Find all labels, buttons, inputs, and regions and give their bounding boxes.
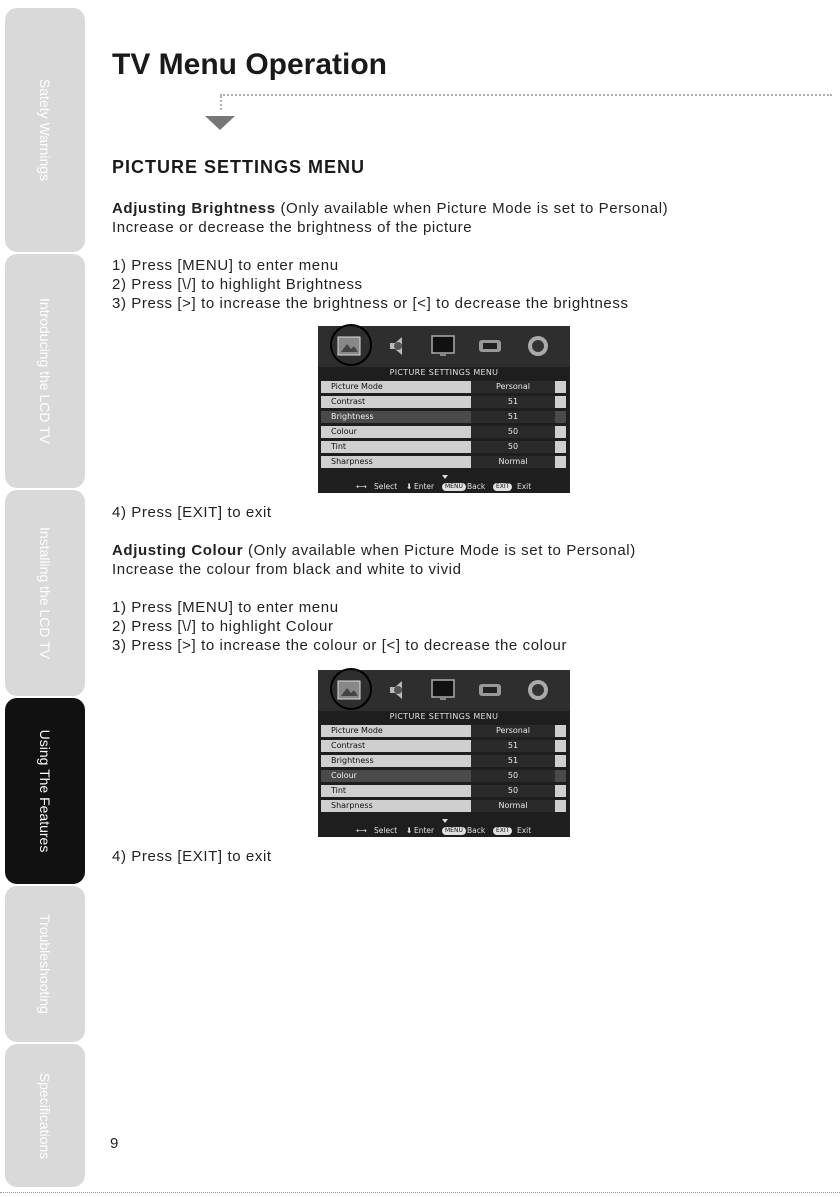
brightness-exit-step: 4) Press [EXIT] to exit bbox=[112, 504, 272, 521]
menu-row-value: 50 bbox=[471, 770, 555, 782]
exit-key-badge: EXIT bbox=[493, 827, 512, 835]
scroll-down-icon bbox=[442, 475, 448, 479]
colour-heading: Adjusting Colour bbox=[112, 542, 244, 559]
left-right-arrow-icon: ⟷ bbox=[356, 482, 367, 491]
footer-exit: Exit bbox=[517, 826, 532, 835]
gear-icon bbox=[526, 678, 550, 702]
menu-row-value: Normal bbox=[471, 800, 555, 812]
menu-row-label: Colour bbox=[331, 771, 357, 780]
colour-step-1: 1) Press [MENU] to enter menu bbox=[112, 599, 339, 616]
menu-row-picture-mode[interactable] bbox=[321, 725, 566, 737]
menu-row-tint[interactable] bbox=[321, 785, 566, 797]
gear-icon bbox=[526, 334, 550, 358]
monitor-icon bbox=[431, 334, 455, 358]
brightness-step-1: 1) Press [MENU] to enter menu bbox=[112, 257, 339, 274]
colour-step-3: 3) Press [>] to increase the colour or [<] to decrease the colour bbox=[112, 637, 568, 654]
menu-row-value: 51 bbox=[471, 411, 555, 423]
brightness-heading-line bbox=[112, 200, 668, 217]
brightness-note: (Only available when Picture Mode is set to Personal) bbox=[280, 200, 669, 217]
menu-row-value: 50 bbox=[471, 441, 555, 453]
page-number: 9 bbox=[110, 1135, 119, 1152]
side-tab-label: Troubleshooting bbox=[37, 914, 53, 1014]
menu-row-label: Brightness bbox=[331, 412, 374, 421]
left-right-arrow-icon: ⟷ bbox=[356, 826, 367, 835]
monitor-icon bbox=[431, 678, 455, 702]
menu-row-contrast[interactable] bbox=[321, 740, 566, 752]
brightness-step-3: 3) Press [>] to increase the brightness or [<] to decrease the brightness bbox=[112, 295, 629, 312]
clock-icon bbox=[478, 334, 502, 358]
down-arrow-icon: ⬇ bbox=[406, 482, 413, 491]
dotted-rule bbox=[220, 94, 832, 96]
footer-select: Select bbox=[374, 482, 398, 491]
side-tab-installing[interactable] bbox=[5, 490, 85, 696]
colour-heading-line bbox=[112, 542, 636, 559]
menu-footer bbox=[318, 480, 570, 493]
section-title: PICTURE SETTINGS MENU bbox=[112, 157, 366, 177]
menu-row-label: Contrast bbox=[331, 397, 366, 406]
menu-row-value: Personal bbox=[471, 381, 555, 393]
side-tab-troubleshooting[interactable] bbox=[5, 886, 85, 1042]
menu-title: PICTURE SETTINGS MENU bbox=[389, 712, 499, 721]
menu-row-label: Brightness bbox=[331, 756, 374, 765]
footer-back: Back bbox=[467, 482, 486, 491]
menu-title: PICTURE SETTINGS MENU bbox=[389, 368, 499, 377]
colour-step-2: 2) Press [\/] to highlight Colour bbox=[112, 618, 334, 635]
dotted-connector bbox=[220, 96, 222, 110]
menu-row-brightness[interactable] bbox=[321, 755, 566, 767]
menu-footer bbox=[318, 824, 570, 837]
menu-row-colour[interactable] bbox=[321, 770, 566, 782]
side-tab-introducing[interactable] bbox=[5, 254, 85, 488]
side-tab-using-features[interactable] bbox=[5, 698, 85, 884]
menu-row-label: Colour bbox=[331, 427, 357, 436]
colour-exit-step: 4) Press [EXIT] to exit bbox=[112, 848, 272, 865]
down-arrow-icon: ⬇ bbox=[406, 826, 413, 835]
picture-settings-menu-colour bbox=[318, 670, 570, 837]
menu-row-label: Picture Mode bbox=[331, 382, 383, 391]
side-tab-label: Satety Warnings bbox=[37, 78, 53, 182]
menu-row-value: Normal bbox=[471, 456, 555, 468]
menu-row-sharpness[interactable] bbox=[321, 800, 566, 812]
colour-description: Increase the colour from black and white to vivid bbox=[112, 561, 462, 578]
scroll-down-icon bbox=[442, 819, 448, 823]
picture-settings-menu-brightness bbox=[318, 326, 570, 493]
side-tab-label: Installing the LCD TV bbox=[37, 526, 53, 660]
brightness-heading: Adjusting Brightness bbox=[112, 200, 276, 217]
side-tab-label: Introducing the LCD TV bbox=[37, 297, 53, 445]
menu-key-badge: MENU bbox=[442, 827, 466, 835]
menu-row-label: Contrast bbox=[331, 741, 366, 750]
menu-row-label: Tint bbox=[331, 442, 347, 451]
menu-row-value: Personal bbox=[471, 725, 555, 737]
speaker-icon bbox=[386, 678, 410, 702]
menu-row-value: 50 bbox=[471, 785, 555, 797]
brightness-description: Increase or decrease the brightness of the picture bbox=[112, 219, 473, 236]
colour-note: (Only available when Picture Mode is set to Personal) bbox=[248, 542, 636, 559]
exit-key-badge: EXIT bbox=[493, 483, 512, 491]
footer-exit: Exit bbox=[517, 482, 532, 491]
menu-key-badge: MENU bbox=[442, 483, 466, 491]
menu-row-contrast[interactable] bbox=[321, 396, 566, 408]
clock-icon bbox=[478, 678, 502, 702]
side-tab-label: Using The Features bbox=[37, 729, 53, 853]
brightness-step-2: 2) Press [\/] to highlight Brightness bbox=[112, 276, 363, 293]
menu-icon-bar bbox=[318, 326, 570, 367]
menu-row-sharpness[interactable] bbox=[321, 456, 566, 468]
side-tab-label: Specifications bbox=[37, 1072, 53, 1159]
selection-ring bbox=[330, 324, 372, 366]
down-arrow-icon bbox=[205, 116, 235, 130]
menu-row-label: Picture Mode bbox=[331, 726, 383, 735]
menu-row-label: Sharpness bbox=[331, 801, 373, 810]
menu-row-brightness[interactable] bbox=[321, 411, 566, 423]
menu-row-label: Sharpness bbox=[331, 457, 373, 466]
menu-row-value: 51 bbox=[471, 396, 555, 408]
footer-enter: Enter bbox=[414, 826, 435, 835]
selection-ring bbox=[330, 668, 372, 710]
menu-row-value: 51 bbox=[471, 740, 555, 752]
page-title: TV Menu Operation bbox=[112, 48, 388, 81]
menu-row-value: 50 bbox=[471, 426, 555, 438]
footer-select: Select bbox=[374, 826, 398, 835]
menu-row-tint[interactable] bbox=[321, 441, 566, 453]
side-tab-specifications[interactable] bbox=[5, 1044, 85, 1187]
speaker-icon bbox=[386, 334, 410, 358]
menu-row-value: 51 bbox=[471, 755, 555, 767]
side-tab-safety-warnings[interactable] bbox=[5, 8, 85, 252]
menu-row-colour[interactable] bbox=[321, 426, 566, 438]
footer-enter: Enter bbox=[414, 482, 435, 491]
footer-back: Back bbox=[467, 826, 486, 835]
menu-icon-bar bbox=[318, 670, 570, 711]
menu-row-picture-mode[interactable] bbox=[321, 381, 566, 393]
bottom-dotted-rule bbox=[0, 1192, 840, 1193]
menu-row-label: Tint bbox=[331, 786, 347, 795]
